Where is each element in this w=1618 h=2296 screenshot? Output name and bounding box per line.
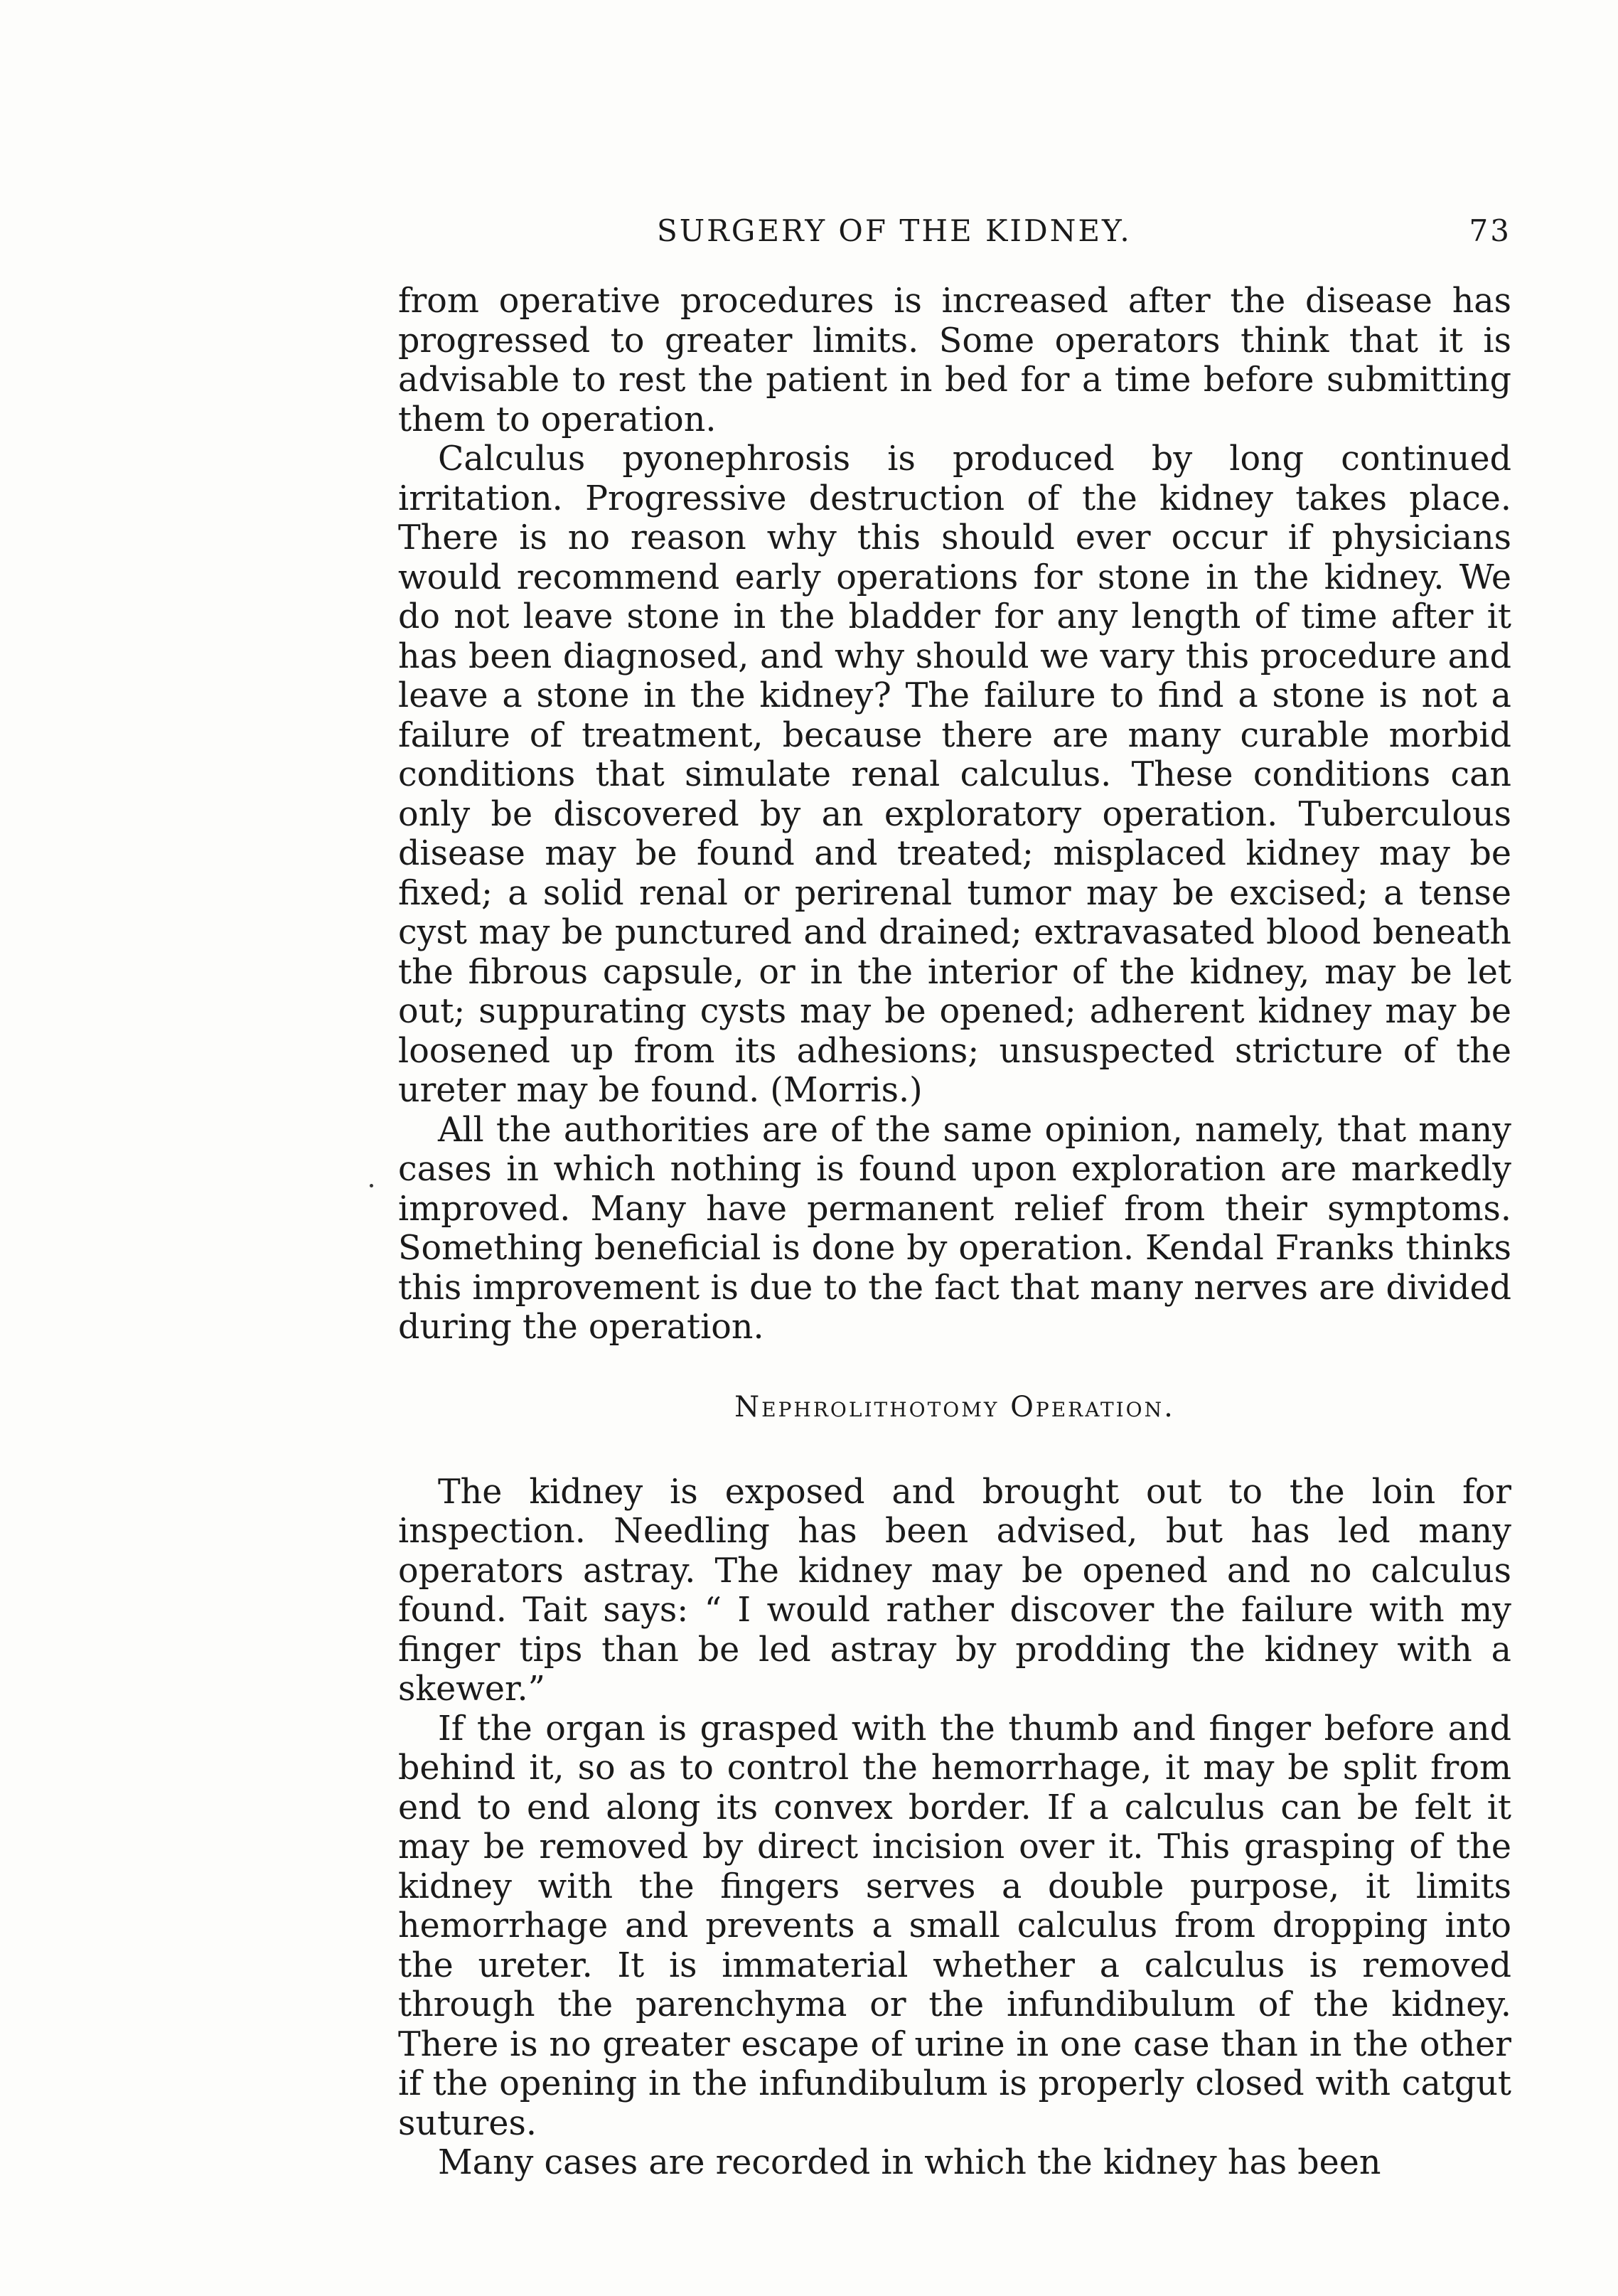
running-head-title: SURGERY OF THE KIDNEY.	[657, 213, 1132, 248]
body-text	[398, 282, 1511, 2183]
paragraph-truncated: Many cases are recorded in which the kidney has been	[438, 2143, 1381, 2182]
margin-mark	[370, 1184, 373, 1187]
paragraph: If the organ is grasped with the thumb and finger before and behind it, so as to control the hemorrhage, it may be split from end to end along its convex border. If a calculus can be felt it may be removed by direct incision over it. This grasping of the kidney with the fingers serves a double purpose, it limits hemorrhage and prevents a small calculus from dropping into the ureter. It is immaterial whether a calculus is removed through the parenchyma or the infundibulum of the kidney. There is no greater escape of urine in one case than in the other if the opening in the infundibulum is properly closed with catgut sutures.	[398, 1709, 1511, 2143]
paragraph: All the authorities are of the same opinion, namely, that many cases in which nothing is found upon exploration are markedly improved. Many have permanent relief from their symptoms. Something beneficial is done by operation. Kendal Franks thinks this improvement is due to the fact that many nerves are divided during the operation.	[398, 1110, 1511, 1347]
page-number: 73	[1469, 213, 1511, 248]
paragraph: Calculus pyonephrosis is produced by long continued irritation. Progressive destruction of the kidney takes place. There is no reason why this should ever occur if physicians would recommend early operations for stone in the kidney. We do not leave stone in the bladder for any length of time after it has been diagnosed, and why should we vary this procedure and leave a stone in the kidney? The failure to find a stone is not a failure of treatment, because there are many curable morbid conditions that simulate renal calculus. These conditions can only be discovered by an exploratory operation. Tuberculous disease may be found and treated; misplaced kidney may be fixed; a solid renal or perirenal tumor may be excised; a tense cyst may be punctured and drained; extravasated blood beneath the fibrous capsule, or in the interior of the kidney, may be let out; suppurating cysts may be opened; adherent kidney may be loosened up from its adhesions; unsuspected stricture of the ureter may be found. (Morris.)	[398, 439, 1511, 1110]
paragraph: The kidney is exposed and brought out to the loin for inspection. Needling has been advised, but has led many operators astray. The kidney may be opened and no calculus found. Tait says: “ I would rather discover the failure with my finger tips than be led astray by prodding the kidney with a skewer.”	[398, 1472, 1511, 1709]
section-heading: Nephrolithotomy Operation.	[734, 1390, 1175, 1424]
running-head	[398, 213, 1511, 256]
paragraph-continued: from operative procedures is increased after the disease has progressed to greater limits. Some operators think that it is advisable to rest the patient in bed for a time before submitting them to operation.	[398, 282, 1511, 439]
